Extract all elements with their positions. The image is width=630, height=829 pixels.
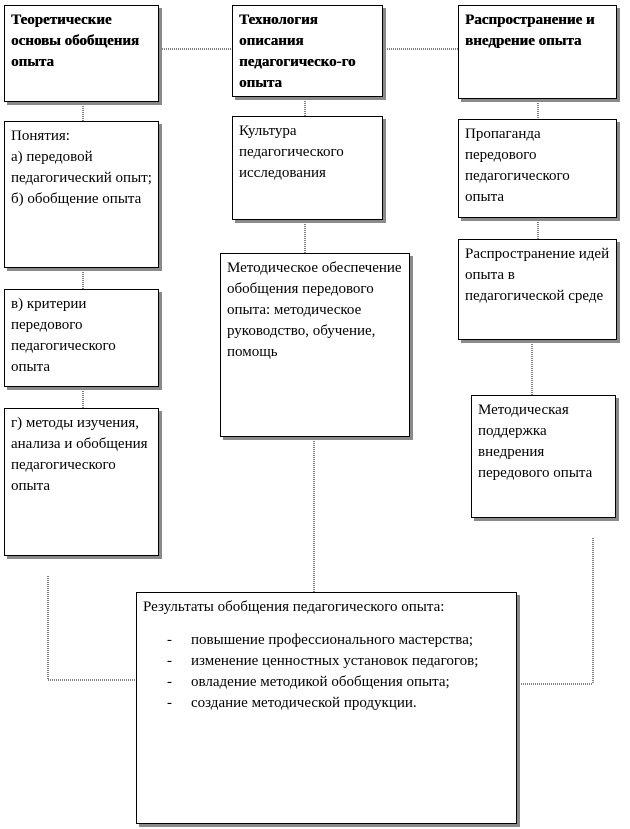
box-research-culture: Культура педагогического исследования [232, 116, 383, 220]
box-spreading-ideas: Распространение идей опыта в педагогической среде [458, 239, 617, 340]
box-criteria: в) критерии передового педагогического опыта [4, 289, 159, 387]
bullet-dash: - [167, 632, 172, 648]
results-title: Результаты обобщения педагогического опыта: [143, 599, 445, 615]
results-item-text: овладение методикой обобщения опыта; [191, 674, 450, 690]
bullet-dash: - [167, 674, 172, 690]
results-item-text: изменение ценностных установок педагогов; [191, 653, 479, 669]
box-methods: г) методы изучения, анализа и обобщения педагогического опыта [4, 408, 159, 556]
bullet-dash: - [167, 695, 172, 711]
box-propaganda: Пропаганда передового педагогического опыта [458, 119, 617, 218]
header-technology: Технология описания педагогическо-го опыта [232, 5, 383, 97]
results-item [143, 630, 510, 651]
results-item [143, 651, 510, 672]
bullet-dash: - [167, 653, 172, 669]
box-implementation-support: Методическая поддержка внедрения передового опыта [471, 395, 616, 518]
results-list [143, 630, 510, 714]
header-dissemination: Распространение и внедрение опыта [458, 5, 617, 99]
results-item [143, 672, 510, 693]
results-item-text: повышение профессионального мастерства; [191, 632, 474, 648]
header-theoretical: Теоретические основы обобщения опыта [4, 5, 159, 102]
box-methodical-support: Методическое обеспечение обобщения передового опыта: методическое руководство, обучение, помощь [220, 253, 410, 437]
results-item-text: создание методической продукции. [191, 695, 417, 711]
box-concepts: Понятия: а) передовой педагогический опыт; б) обобщение опыта [4, 121, 159, 268]
results-box [136, 592, 517, 824]
results-item [143, 693, 510, 714]
